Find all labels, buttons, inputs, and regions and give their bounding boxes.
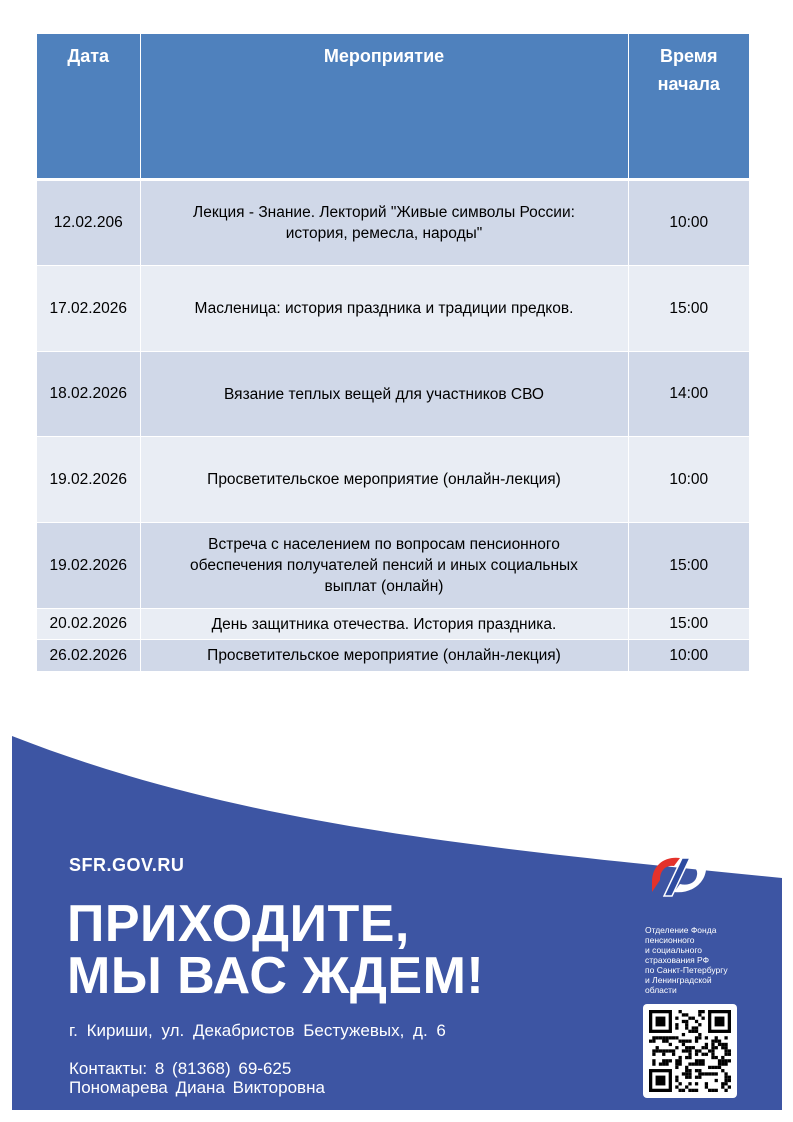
- org-name-line: Отделение Фонда: [645, 925, 717, 935]
- cell-event-line: Масленица: история праздника и традиции предков.: [194, 300, 574, 317]
- cell-time: 15:00: [628, 266, 749, 352]
- org-name-line: по Санкт-Петербургу: [645, 965, 728, 975]
- header-date: Дата: [37, 34, 140, 180]
- site-url: SFR.GOV.RU: [69, 855, 185, 875]
- org-name-line: и Ленинградской: [645, 975, 712, 985]
- cell-event-line: выплат (онлайн): [324, 578, 444, 595]
- cell-event: [140, 523, 628, 609]
- cell-date: 12.02.206: [37, 180, 140, 266]
- cell-event: [140, 609, 628, 640]
- cell-event-line: Просветительское мероприятие (онлайн-лекция): [207, 647, 561, 664]
- cell-event-line: Вязание теплых вещей для участников СВО: [224, 385, 544, 403]
- cell-time: 10:00: [628, 640, 749, 672]
- cell-event: [140, 640, 628, 672]
- headline-line1: ПРИХОДИТЕ,: [67, 895, 410, 953]
- headline: [67, 895, 485, 1005]
- table-row: [37, 640, 749, 672]
- cell-time: 10:00: [628, 180, 749, 266]
- cell-date: 19.02.2026: [37, 523, 140, 609]
- cell-time: 14:00: [628, 352, 749, 437]
- contacts-phone: Контакты: 8 (81368) 69-625: [69, 1059, 292, 1078]
- contacts: [69, 1059, 325, 1097]
- cell-event-line: Просветительское мероприятие (онлайн-лекция): [207, 471, 561, 488]
- cell-date: 19.02.2026: [37, 437, 140, 523]
- schedule-table: [37, 34, 749, 672]
- sfr-logo-icon: [644, 852, 714, 900]
- header-time-line2: начала: [657, 74, 720, 94]
- cell-date: 17.02.2026: [37, 266, 140, 352]
- org-name-line: пенсионного: [645, 935, 695, 945]
- cell-date: 18.02.2026: [37, 352, 140, 437]
- cell-time: 10:00: [628, 437, 749, 523]
- header-time-line1: Время: [659, 46, 718, 66]
- table-row: [37, 266, 749, 352]
- table-row: [37, 437, 749, 523]
- cell-event-line: День защитника отечества. История праздника.: [211, 615, 557, 633]
- contacts-person: Пономарева Диана Викторовна: [69, 1078, 325, 1097]
- cell-event-line: Встреча с населением по вопросам пенсионного: [208, 536, 560, 553]
- header-start-time: [628, 34, 749, 180]
- table-row: [37, 523, 749, 609]
- cell-date: 20.02.2026: [37, 609, 140, 640]
- header-event: Мероприятие: [140, 34, 628, 180]
- cell-event-line: история, ремесла, народы": [285, 225, 483, 242]
- org-name: [645, 925, 755, 995]
- cell-event: [140, 352, 628, 437]
- cell-event-line: обеспечения получателей пенсий и иных социальных: [190, 557, 578, 574]
- table-row: [37, 180, 749, 266]
- table-row: [37, 352, 749, 437]
- cell-event: [140, 180, 628, 266]
- cell-event-line: Лекция - Знание. Лекторий "Живые символы России:: [193, 204, 575, 221]
- address: г. Кириши, ул. Декабристов Бестужевых, д. 6: [69, 1021, 446, 1040]
- org-name-line: страхования РФ: [645, 955, 710, 965]
- cell-time: 15:00: [628, 609, 749, 640]
- cell-event: [140, 266, 628, 352]
- table-row: [37, 609, 749, 640]
- table-header-row: [37, 34, 749, 180]
- headline-line2: МЫ ВАС ЖДЕМ!: [67, 947, 485, 1005]
- qr-code-icon: [643, 1004, 737, 1098]
- cell-time: 15:00: [628, 523, 749, 609]
- cell-date: 26.02.2026: [37, 640, 140, 672]
- org-name-line: и социального: [645, 945, 702, 955]
- cell-event: [140, 437, 628, 523]
- org-name-line: области: [645, 985, 677, 995]
